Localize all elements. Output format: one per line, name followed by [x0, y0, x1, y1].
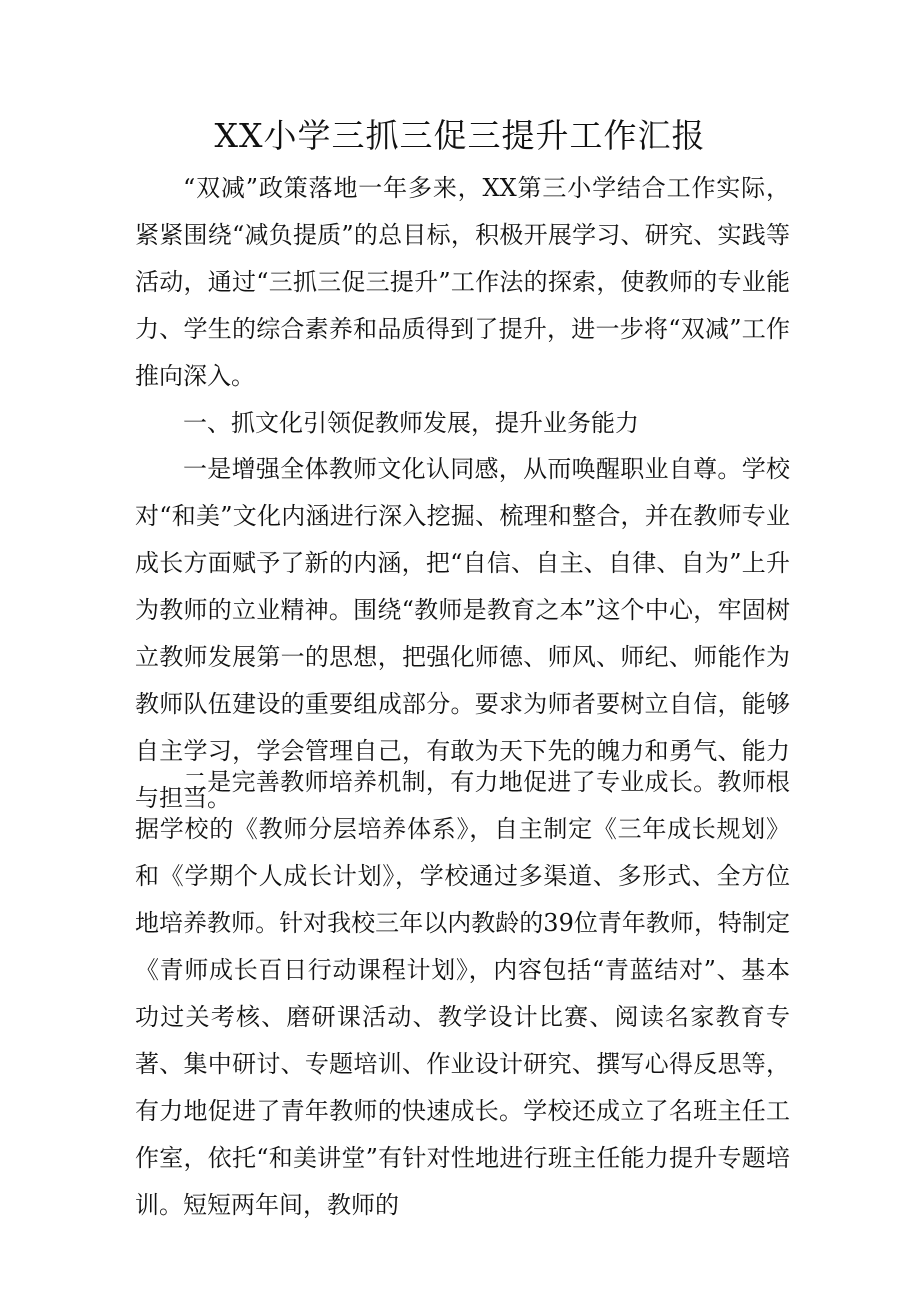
body-paragraph-culture: 一是增强全体教师文化认同感，从而唤醒职业自尊。学校对“和美”文化内涵进行深入挖掘、梳理和整合，并在教师专业成长方面赋予了新的内涵，把“自信、自主、自律、自为”上升为教师的立业精神。围绕“教师是教育之本”这个中心，牢固树立教师发展第一的思想，把强化师德、师风、师纪、师能作为教师队伍建设的重要组成部分。要求为师者要树立自信，能够自主学习，学会管理自己，有敢为天下先的魄力和勇气、能力与担当。 [135, 455, 790, 812]
document-title: XX小学三抓三促三提升工作汇报 [214, 116, 706, 155]
body-paragraph-training: 二是完善教师培养机制，有力地促进了专业成长。教师根据学校的《教师分层培养体系》，自主制定《三年成长规划》和《学期个人成长计划》，学校通过多渠道、多形式、全方位地培养教师。针对我校三年以内教龄的39位青年教师，特制定《青师成长百日行动课程计划》，内容包括“青蓝结对”、基本功过关考核、磨研课活动、教学设计比赛、阅读名家教育专著、集中研讨、专题培训、作业设计研究、撰写心得反思等，有力地促进了青年教师的快速成长。学校还成立了名班主任工作室，依托“和美讲堂”有针对性地进行班主任能力提升专题培训。短短两年间，教师的 [135, 768, 790, 1219]
section-heading: 一、抓文化引领促教师发展，提升业务能力 [183, 409, 639, 437]
intro-paragraph: “双减”政策落地一年多来，XX第三小学结合工作实际，紧紧围绕“减负提质”的总目标，积极开展学习、研究、实践等活动，通过“三抓三促三提升”工作法的探索，使教师的专业能力、学生的综合素养和品质得到了提升，进一步将“双减”工作推向深入。 [135, 174, 790, 390]
